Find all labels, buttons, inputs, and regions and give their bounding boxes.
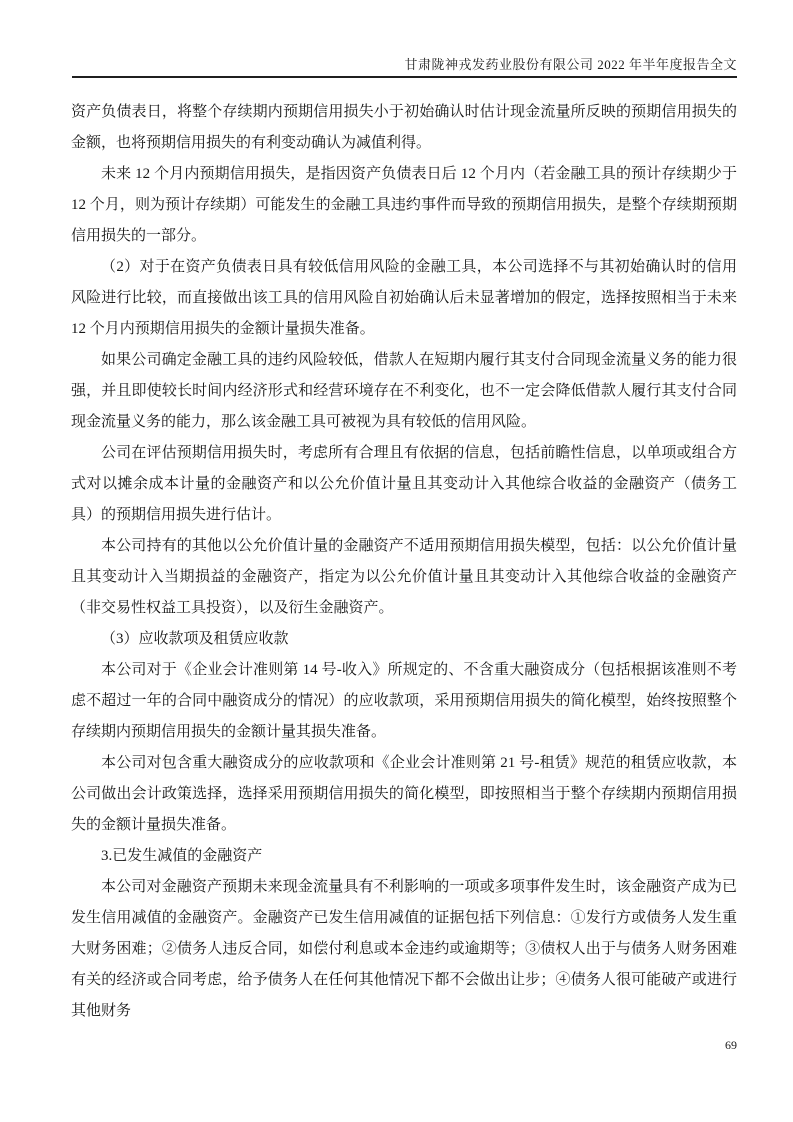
paragraph-continuation: 资产负债表日，将整个存续期内预期信用损失小于初始确认时估计现金流量所反映的预期信用损失的金额，也将预期信用损失的有利变动确认为减值利得。 [71,104,737,151]
paragraph: 本公司对包含重大融资成分的应收款项和《企业会计准则第 21 号-租赁》规范的租赁应收款，本公司做出会计政策选择，选择采用预期信用损失的简化模型，即按照相当于整个存续期内预期信用损失的金额计量损失准备。 [71,755,737,833]
header-divider [72,76,737,78]
page-number: 69 [725,1038,737,1052]
document-body [71,97,737,1027]
paragraph: 如果公司确定金融工具的违约风险较低，借款人在短期内履行其支付合同现金流量义务的能力很强，并且即使较长时间内经济形式和经营环境存在不利变化，也不一定会降低借款人履行其支付合同现金流量义务的能力，那么该金融工具可被视为具有较低的信用风险。 [71,352,737,430]
paragraph: （2）对于在资产负债表日具有较低信用风险的金融工具，本公司选择不与其初始确认时的信用风险进行比较，而直接做出该工具的信用风险自初始确认后未显著增加的假定，选择按照相当于未来 12 个月内预期信用损失的金额计量损失准备。 [71,259,737,337]
header-title: 甘肃陇神戎发药业股份有限公司 2022 年半年度报告全文 [404,57,737,72]
paragraph: 本公司持有的其他以公允价值计量的金融资产不适用预期信用损失模型，包括：以公允价值计量且其变动计入当期损益的金融资产，指定为以公允价值计量且其变动计入其他综合收益的金融资产（非交易性权益工具投资），以及衍生金融资产。 [71,538,737,616]
paragraph: 公司在评估预期信用损失时，考虑所有合理且有依据的信息，包括前瞻性信息，以单项或组合方式对以摊余成本计量的金融资产和以公允价值计量且其变动计入其他综合收益的金融资产（债务工具）的预期信用损失进行估计。 [71,445,737,523]
paragraph: 本公司对于《企业会计准则第 14 号-收入》所规定的、不含重大融资成分（包括根据该准则不考虑不超过一年的合同中融资成分的情况）的应收款项，采用预期信用损失的简化模型，始终按照整个存续期内预期信用损失的金额计量其损失准备。 [71,662,737,740]
paragraph-subheading: 3.已发生减值的金融资产 [101,848,263,864]
page-footer [0,1038,737,1053]
paragraph-subheading: （3）应收款项及租赁应收款 [101,631,289,647]
paragraph: 未来 12 个月内预期信用损失，是指因资产负债表日后 12 个月内（若金融工具的预计存续期少于 12 个月，则为预计存续期）可能发生的金融工具违约事件而导致的预期信用损失，是整个存续期预期信用损失的一部分。 [71,166,737,244]
page-header [72,56,737,74]
paragraph: 本公司对金融资产预期未来现金流量具有不利影响的一项或多项事件发生时，该金融资产成为已发生信用减值的金融资产。金融资产已发生信用减值的证据包括下列信息：①发行方或债务人发生重大财务困难；②债务人违反合同，如偿付利息或本金违约或逾期等；③债权人出于与债务人财务困难有关的经济或合同考虑，给予债务人在任何其他情况下都不会做出让步；④债务人很可能破产或进行其他财务 [71,879,737,1019]
